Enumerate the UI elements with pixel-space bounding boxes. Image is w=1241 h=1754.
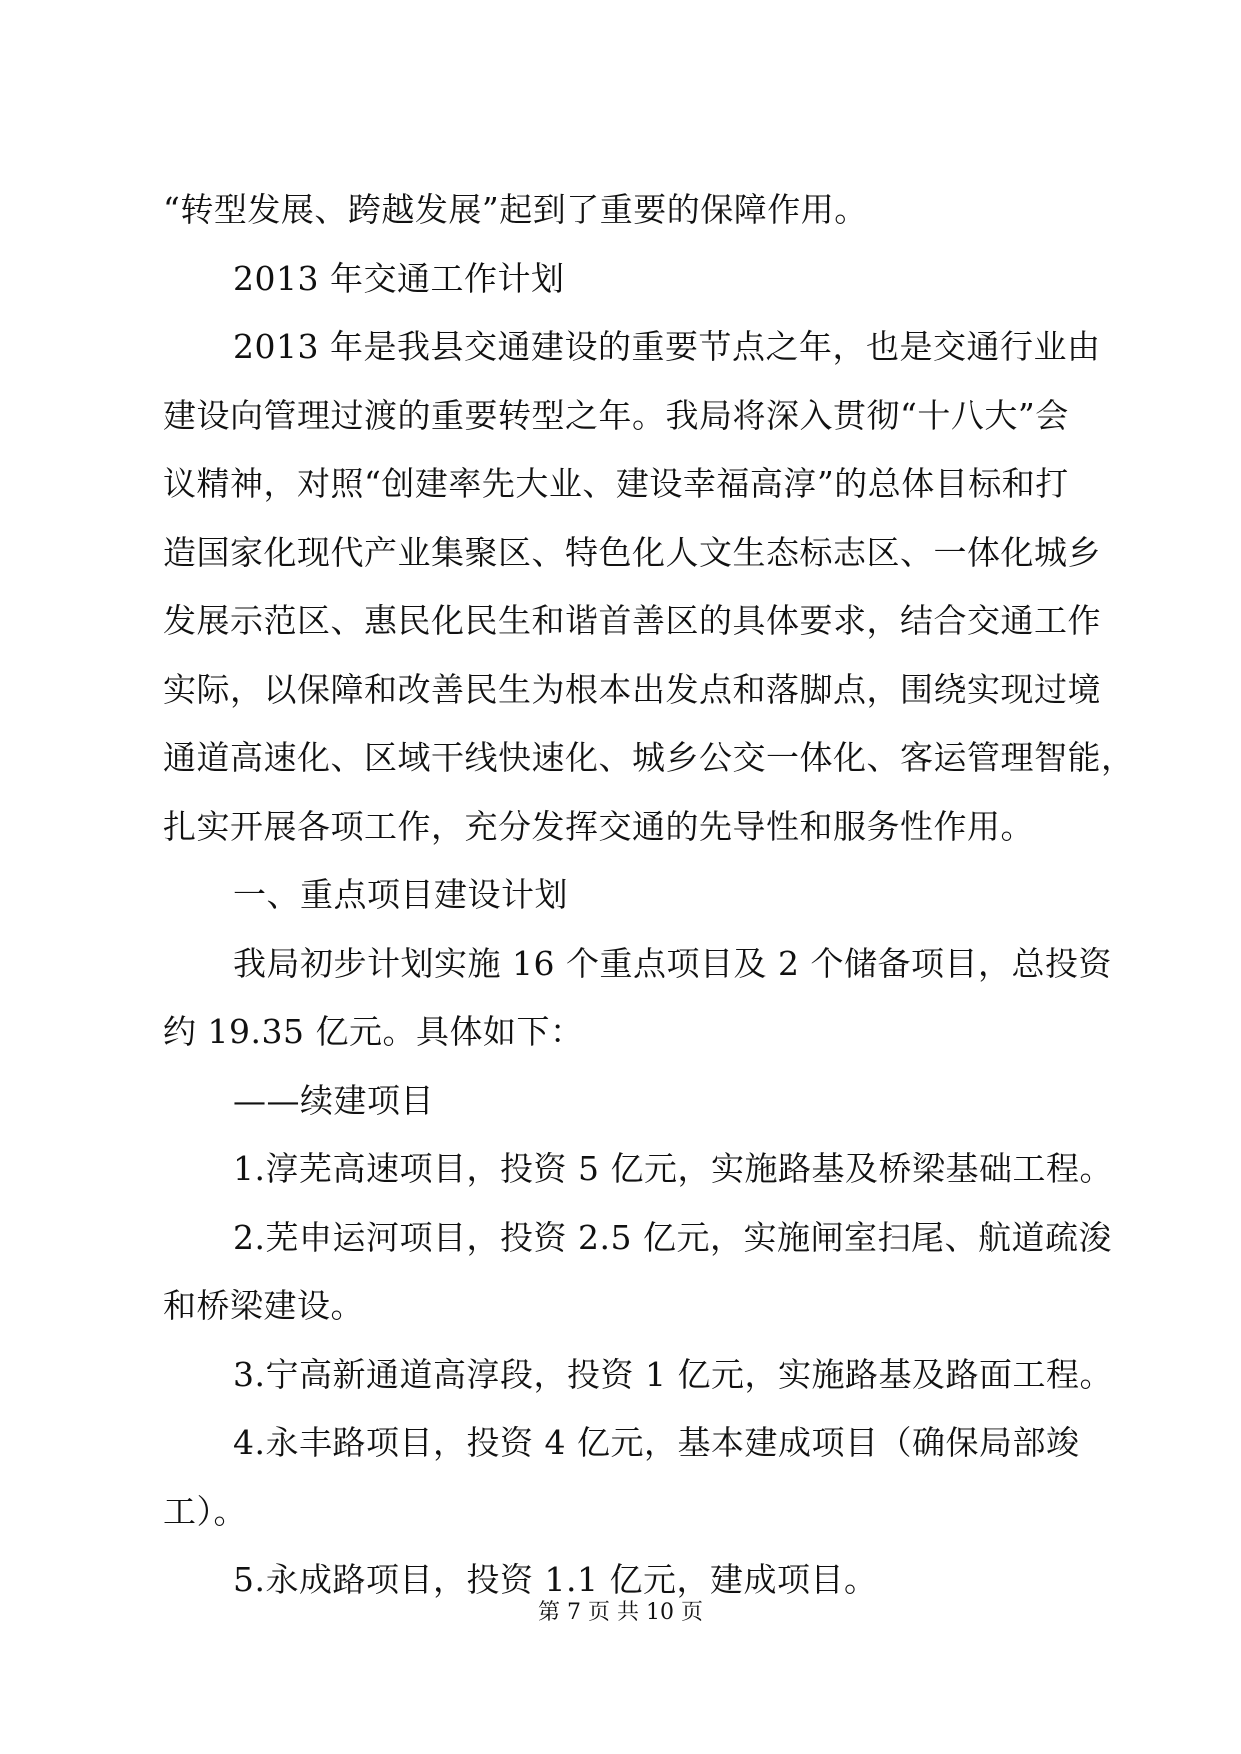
list-item-4: 4.永丰路项目，投资 4 亿元，基本建成项目（确保局部竣 (233, 1423, 1080, 1462)
section-title-plan: 2013 年交通工作计划 (233, 258, 565, 298)
body-line-1: “转型发展、跨越发展”起到了重要的保障作用。 (163, 190, 868, 229)
list-item-1: 1.淳芜高速项目，投资 5 亿元，实施路基及桥梁基础工程。 (233, 1149, 1113, 1188)
body-line-5: 议精神，对照“创建率先大业、建设幸福高淳”的总体目标和打 (163, 464, 1069, 503)
section-heading-1: 一、重点项目建设计划 (233, 875, 568, 914)
list-item-2-cont: 和桥梁建设。 (163, 1286, 364, 1325)
body-line-12: 我局初步计划实施 16 个重点项目及 2 个储备项目，总投资 (233, 943, 1112, 983)
body-line-3: 2013 年是我县交通建设的重要节点之年，也是交通行业由 (233, 327, 1101, 366)
list-item-3: 3.宁高新通道高淳段，投资 1 亿元，实施路基及路面工程。 (233, 1354, 1113, 1394)
page-footer: 第 7 页 共 10 页 (538, 1600, 703, 1625)
body-line-8: 实际，以保障和改善民生为根本出发点和落脚点，围绕实现过境 (163, 669, 1101, 709)
body-line-13: 约 19.35 亿元。具体如下： (163, 1012, 584, 1051)
subheading-continued-projects: ——续建项目 (233, 1080, 434, 1120)
list-item-4-cont: 工）。 (163, 1491, 247, 1531)
body-line-7: 发展示范区、惠民化民生和谐首善区的具体要求，结合交通工作 (163, 601, 1101, 640)
body-line-4: 建设向管理过渡的重要转型之年。我局将深入贯彻“十八大”会 (163, 395, 1069, 435)
list-item-5: 5.永成路项目，投资 1.1 亿元，建成项目。 (233, 1560, 878, 1599)
list-item-2: 2.芜申运河项目，投资 2.5 亿元，实施闸室扫尾、航道疏浚 (233, 1217, 1112, 1257)
body-line-10: 扎实开展各项工作，充分发挥交通的先导性和服务性作用。 (163, 806, 1034, 846)
body-line-9: 通道高速化、区域干线快速化、城乡公交一体化、客运管理智能， (163, 738, 1135, 777)
body-line-6: 造国家化现代产业集聚区、特色化人文生态标志区、一体化城乡 (163, 532, 1101, 572)
